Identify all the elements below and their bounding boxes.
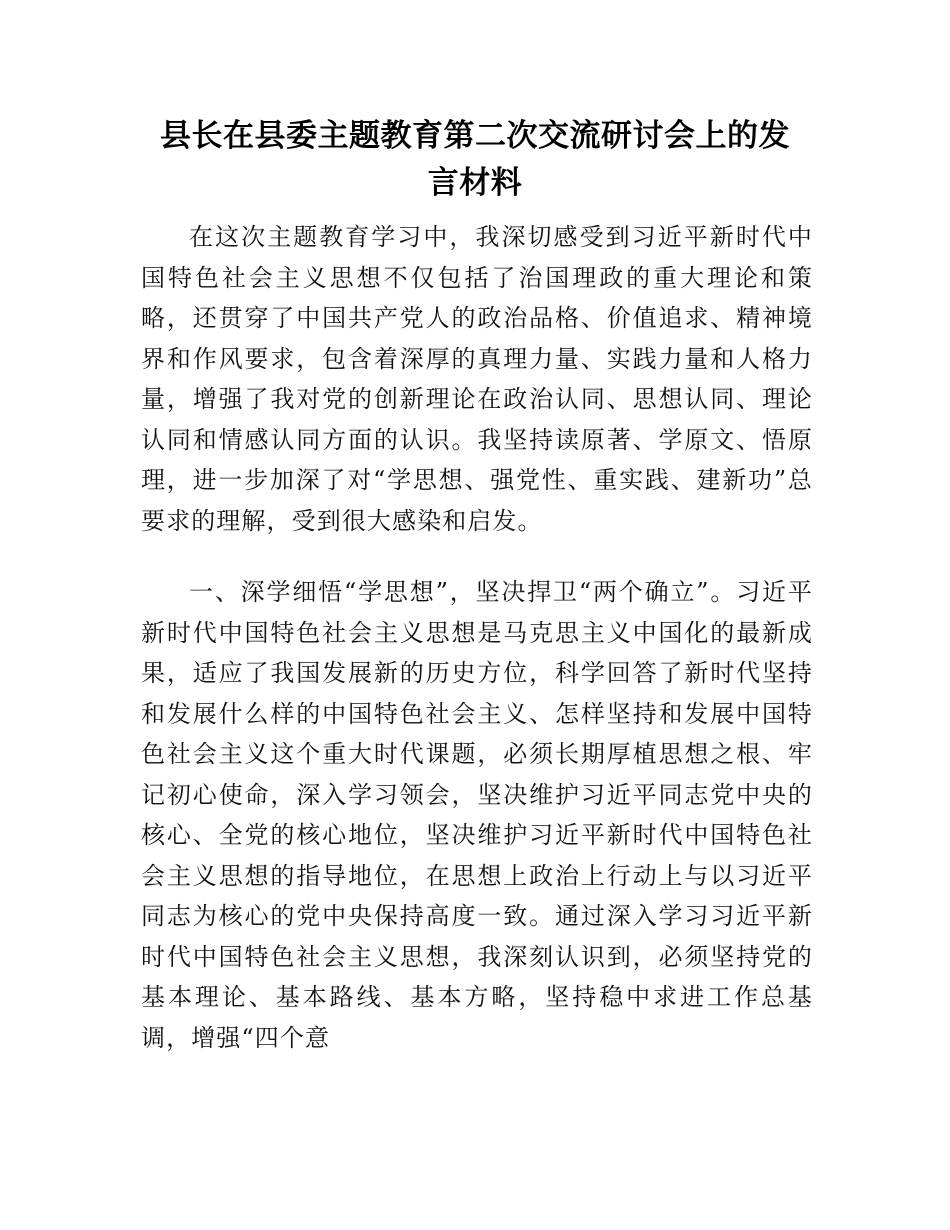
title-line-2: 言材料 xyxy=(427,165,523,201)
title-line-1: 县长在县委主题教育第二次交流研讨会上的发 xyxy=(160,118,790,154)
paragraph-section-1: 一、深学细悟“学思想”，坚决捍卫“两个确立”。习近平新时代中国特色社会主义思想是马克思主义中国化的最新成果，适应了我国发展新的历史方位，科学回答了新时代坚持和发展什么样的中国特色社会主义、怎样坚持和发展中国特色社会主义这个重大时代课题，必须长期厚植思想之根、牢记初心使命，深入学习领会，坚决维护习近平同志党中央的核心、全党的核心地位，坚决维护习近平新时代中国特色社会主义思想的指导地位，在思想上政治上行动上与以习近平同志为核心的党中央保持高度一致。通过深入学习习近平新时代中国特色社会主义思想，我深刻认识到，必须坚持党的基本理论、基本路线、基本方略，坚持稳中求进工作总基调，增强“四个意 xyxy=(141,578,813,1052)
document-title xyxy=(100,113,850,207)
paragraph-intro: 在这次主题教育学习中，我深切感受到习近平新时代中国特色社会主义思想不仅包括了治国理政的重大理论和策略，还贯穿了中国共产党人的政治品格、价值追求、精神境界和作风要求，包含着深厚的真理力量、实践力量和人格力量，增强了我对党的创新理论在政治认同、思想认同、理论认同和情感认同方面的认识。我坚持读原著、学原文、悟原理，进一步加深了对“学思想、强党性、重实践、建新功”总要求的理解，受到很大感染和启发。 xyxy=(141,223,813,535)
